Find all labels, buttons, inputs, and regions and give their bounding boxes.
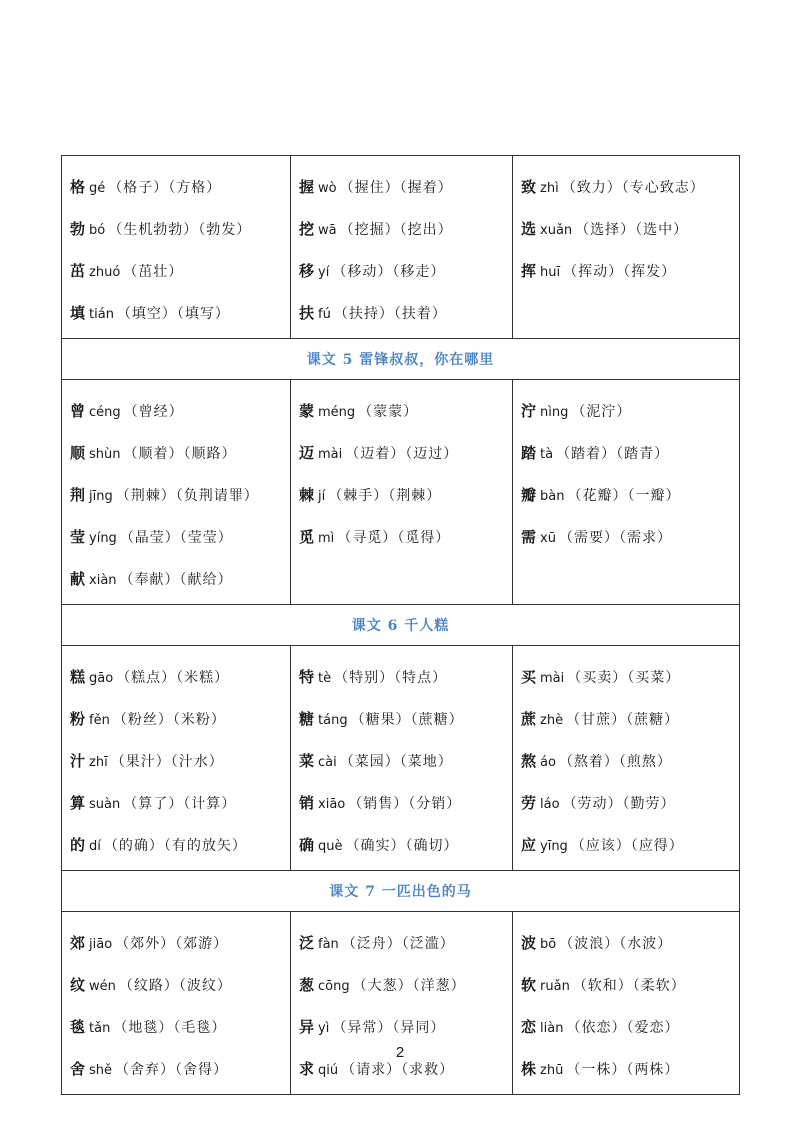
vocab-words: （请求）（求救） [341, 1062, 455, 1078]
vocab-character: 软 [521, 976, 538, 994]
vocab-list [62, 912, 290, 1094]
vocab-list [513, 156, 739, 296]
vocab-words: （蒙蒙） [358, 404, 419, 420]
vocab-entry [299, 208, 512, 250]
vocab-character: 蒙 [299, 402, 316, 420]
vocab-words: （填空）（填写） [116, 306, 230, 322]
vocab-pinyin: zhuó [89, 265, 121, 280]
vocab-pinyin: tà [540, 447, 554, 462]
vocab-character: 勃 [70, 220, 87, 238]
vocab-entry [70, 474, 290, 516]
vocab-row [62, 646, 740, 871]
vocab-list [513, 646, 739, 870]
vocab-entry [521, 208, 739, 250]
vocab-pinyin: gé [89, 181, 106, 196]
vocab-character: 劳 [521, 794, 538, 812]
vocab-pinyin: fú [318, 307, 331, 322]
vocab-pinyin: cài [318, 755, 337, 770]
vocab-character: 致 [521, 178, 538, 196]
vocab-character: 挥 [521, 262, 538, 280]
vocab-words: （特别）（特点） [334, 670, 448, 686]
vocab-entry [70, 516, 290, 558]
vocab-character: 泛 [299, 934, 316, 952]
vocab-character: 移 [299, 262, 316, 280]
vocab-character: 毯 [70, 1018, 87, 1036]
vocab-words: （挥动）（挥发） [563, 264, 677, 280]
vocab-words: （致力）（专心致志） [561, 180, 705, 196]
section-header-cell [62, 871, 740, 912]
vocab-entry [70, 1006, 290, 1048]
vocab-words: （奉献）（献给） [119, 572, 233, 588]
vocab-words: （荆棘）（负荆请罪） [115, 488, 259, 504]
vocab-words: （挖掘）（挖出） [339, 222, 453, 238]
vocab-pinyin: dí [89, 839, 101, 854]
vocab-entry [299, 824, 512, 866]
vocab-pinyin: xiàn [89, 573, 117, 588]
vocab-words: （确实）（确切） [345, 838, 459, 854]
vocab-pinyin: wén [89, 979, 116, 994]
vocab-entry [299, 292, 512, 334]
vocab-entry [521, 782, 739, 824]
vocab-character: 茁 [70, 262, 87, 280]
vocab-pinyin: yíng [89, 531, 117, 546]
vocab-words: （茁壮） [123, 264, 184, 280]
vocab-character: 格 [70, 178, 87, 196]
vocab-character: 挖 [299, 220, 316, 238]
vocab-pinyin: wò [318, 181, 337, 196]
vocab-pinyin: jīng [89, 489, 113, 504]
section-header-row [62, 339, 740, 380]
vocab-character: 选 [521, 220, 538, 238]
vocab-pinyin: liàn [540, 1021, 564, 1036]
vocab-entry [70, 922, 290, 964]
vocab-character: 郊 [70, 934, 87, 952]
vocab-entry [70, 250, 290, 292]
vocab-row [62, 380, 740, 605]
vocab-cell [513, 380, 740, 605]
vocab-character: 蔗 [521, 710, 538, 728]
vocab-character: 需 [521, 528, 538, 546]
vocab-character: 买 [521, 668, 538, 686]
vocab-words: （泛舟）（泛滥） [341, 936, 455, 952]
vocab-character: 汁 [70, 752, 87, 770]
vocab-entry [521, 824, 739, 866]
vocab-character: 握 [299, 178, 316, 196]
vocab-pinyin: fàn [318, 937, 339, 952]
vocab-words: （棘手）（荆棘） [328, 488, 442, 504]
page-number: 2 [395, 1044, 405, 1061]
vocab-entry [521, 922, 739, 964]
vocab-character: 纹 [70, 976, 87, 994]
vocab-words: （选择）（选中） [575, 222, 689, 238]
vocab-character: 棘 [299, 486, 316, 504]
vocab-words: （顺着）（顺路） [123, 446, 237, 462]
vocab-pinyin: láo [540, 797, 560, 812]
vocab-character: 确 [299, 836, 316, 854]
vocab-character: 莹 [70, 528, 87, 546]
vocab-words: （销售）（分销） [348, 796, 462, 812]
vocab-pinyin: xū [540, 531, 556, 546]
vocab-character: 顺 [70, 444, 87, 462]
vocab-entry [70, 558, 290, 600]
vocab-pinyin: fěn [89, 713, 110, 728]
vocab-cell [291, 646, 513, 871]
vocab-words: （大葱）（洋葱） [352, 978, 466, 994]
vocab-cell [513, 156, 740, 339]
vocab-character: 求 [299, 1060, 316, 1078]
vocab-cell [513, 646, 740, 871]
vocab-character: 荆 [70, 486, 87, 504]
vocab-cell [62, 912, 291, 1095]
vocab-character: 迈 [299, 444, 316, 462]
vocab-entry [70, 390, 290, 432]
vocab-cell [62, 156, 291, 339]
vocab-words: （粉丝）（米粉） [112, 712, 226, 728]
vocab-words: （花瓣）（一瓣） [567, 488, 681, 504]
vocab-character: 扶 [299, 304, 316, 322]
vocab-pinyin: què [318, 839, 343, 854]
vocab-entry [521, 740, 739, 782]
vocab-words: （买卖）（买菜） [567, 670, 681, 686]
vocab-character: 泞 [521, 402, 538, 420]
vocab-words: （波浪）（水波） [559, 936, 673, 952]
vocab-row [62, 156, 740, 339]
vocab-words: （糖果）（蔗糖） [350, 712, 464, 728]
vocab-pinyin: xiāo [318, 797, 346, 812]
vocab-pinyin: bō [540, 937, 557, 952]
section-title: 课文 7 一匹出色的马 [329, 884, 472, 900]
vocab-pinyin: zhì [540, 181, 559, 196]
vocab-list [62, 380, 290, 604]
vocab-character: 的 [70, 836, 87, 854]
vocab-entry [70, 432, 290, 474]
vocab-entry [521, 964, 739, 1006]
vocab-entry [70, 698, 290, 740]
vocab-words: （糕点）（米糕） [116, 670, 230, 686]
vocab-entry [70, 166, 290, 208]
section-header-cell [62, 339, 740, 380]
vocab-entry [299, 740, 512, 782]
vocab-pinyin: áo [540, 755, 556, 770]
vocab-entry [70, 292, 290, 334]
vocab-character: 舍 [70, 1060, 87, 1078]
vocab-pinyin: shě [89, 1063, 113, 1078]
vocab-pinyin: zhè [540, 713, 564, 728]
vocab-words: （踏着）（踏青） [556, 446, 670, 462]
vocab-entry [299, 964, 512, 1006]
vocab-cell [513, 912, 740, 1095]
vocab-words: （劳动）（勤劳） [562, 796, 676, 812]
vocab-pinyin: mài [318, 447, 343, 462]
vocab-words: （寻觅）（觅得） [337, 530, 451, 546]
vocab-words: （甘蔗）（蔗糖） [566, 712, 680, 728]
vocab-pinyin: nìng [540, 405, 569, 420]
vocab-character: 糕 [70, 668, 87, 686]
vocab-entry [521, 390, 739, 432]
vocab-words: （应该）（应得） [570, 838, 684, 854]
vocab-entry [521, 250, 739, 292]
vocab-words: （曾经） [123, 404, 184, 420]
vocab-pinyin: ruǎn [540, 979, 570, 994]
vocab-list [291, 380, 512, 562]
vocab-entry [299, 782, 512, 824]
vocab-character: 算 [70, 794, 87, 812]
vocab-words: （扶持）（扶着） [333, 306, 447, 322]
vocab-words: （地毯）（毛毯） [113, 1020, 227, 1036]
vocab-words: （舍弃）（舍得） [115, 1062, 229, 1078]
vocab-words: （生机勃勃）（勃发） [108, 222, 252, 238]
vocab-pinyin: tǎn [89, 1021, 111, 1036]
vocab-entry [299, 432, 512, 474]
vocab-words: （郊外）（郊游） [115, 936, 229, 952]
vocab-words: （熬着）（煎熬） [558, 754, 672, 770]
vocab-list [291, 912, 512, 1094]
vocab-character: 应 [521, 836, 538, 854]
vocab-pinyin: mì [318, 531, 335, 546]
vocab-words: （的确）（有的放矢） [103, 838, 247, 854]
vocab-entry [299, 516, 512, 558]
vocab-words: （算了）（计算） [123, 796, 237, 812]
vocab-words: （一株）（两株） [566, 1062, 680, 1078]
section-header-cell [62, 605, 740, 646]
vocab-character: 葱 [299, 976, 316, 994]
vocab-list [291, 646, 512, 870]
vocab-character: 异 [299, 1018, 316, 1036]
vocab-entry [299, 250, 512, 292]
vocab-list [513, 912, 739, 1094]
vocab-pinyin: céng [89, 405, 121, 420]
vocab-pinyin: bàn [540, 489, 565, 504]
vocab-entry [70, 964, 290, 1006]
vocab-entry [521, 166, 739, 208]
vocab-words: （菜园）（菜地） [339, 754, 453, 770]
vocab-words: （迈着）（迈过） [345, 446, 459, 462]
vocab-entry [521, 474, 739, 516]
vocabulary-table [61, 155, 740, 1095]
vocab-pinyin: suàn [89, 797, 121, 812]
vocab-pinyin: gāo [89, 671, 114, 686]
vocab-character: 销 [299, 794, 316, 812]
vocab-pinyin: yí [318, 265, 330, 280]
vocab-entry [521, 1006, 739, 1048]
vocab-entry [521, 698, 739, 740]
vocab-entry [521, 432, 739, 474]
vocab-character: 曾 [70, 402, 87, 420]
vocab-character: 粉 [70, 710, 87, 728]
vocab-cell [291, 380, 513, 605]
vocab-pinyin: yì [318, 1021, 330, 1036]
vocab-pinyin: zhū [540, 1063, 564, 1078]
vocab-row [62, 912, 740, 1095]
section-title: 课文 6 千人糕 [351, 618, 450, 634]
vocab-words: （异常）（异同） [332, 1020, 446, 1036]
vocab-character: 觅 [299, 528, 316, 546]
vocab-list [513, 380, 739, 562]
section-header-row [62, 605, 740, 646]
vocab-entry [299, 166, 512, 208]
vocab-entry [521, 656, 739, 698]
vocab-entry [70, 782, 290, 824]
vocab-pinyin: tè [318, 671, 332, 686]
vocab-words: （依恋）（爱恋） [566, 1020, 680, 1036]
vocab-list [62, 156, 290, 338]
vocab-pinyin: shùn [89, 447, 121, 462]
vocab-character: 株 [521, 1060, 538, 1078]
vocab-entry [70, 208, 290, 250]
vocab-words: （纹路）（波纹） [118, 978, 232, 994]
vocab-pinyin: táng [318, 713, 348, 728]
vocab-words: （泥泞） [571, 404, 632, 420]
vocab-words: （移动）（移走） [332, 264, 446, 280]
vocab-entry [299, 698, 512, 740]
vocab-pinyin: méng [318, 405, 356, 420]
vocab-pinyin: tián [89, 307, 114, 322]
vocab-character: 瓣 [521, 486, 538, 504]
vocab-pinyin: xuǎn [540, 223, 573, 238]
vocab-character: 献 [70, 570, 87, 588]
vocab-entry [299, 390, 512, 432]
vocab-entry [521, 516, 739, 558]
vocab-cell [62, 380, 291, 605]
vocab-pinyin: huī [540, 265, 561, 280]
vocab-entry [299, 474, 512, 516]
vocab-cell [62, 646, 291, 871]
vocab-pinyin: jiāo [89, 937, 113, 952]
vocab-pinyin: zhī [89, 755, 108, 770]
vocab-cell [291, 912, 513, 1095]
vocab-words: （需要）（需求） [558, 530, 672, 546]
vocab-character: 恋 [521, 1018, 538, 1036]
vocab-pinyin: qiú [318, 1063, 339, 1078]
vocab-character: 波 [521, 934, 538, 952]
vocab-entry [299, 922, 512, 964]
vocab-pinyin: yīng [540, 839, 568, 854]
vocab-entry [299, 656, 512, 698]
vocab-pinyin: bó [89, 223, 106, 238]
vocab-cell [291, 156, 513, 339]
vocab-entry [299, 1006, 512, 1048]
vocab-entry [70, 740, 290, 782]
section-header-row [62, 871, 740, 912]
vocab-words: （握住）（握着） [339, 180, 453, 196]
vocab-entry [70, 824, 290, 866]
vocab-words: （格子）（方格） [108, 180, 222, 196]
vocab-words: （晶莹）（莹莹） [119, 530, 233, 546]
vocab-character: 糖 [299, 710, 316, 728]
vocab-character: 特 [299, 668, 316, 686]
vocab-pinyin: mài [540, 671, 565, 686]
vocab-list [62, 646, 290, 870]
vocab-character: 填 [70, 304, 87, 322]
vocab-character: 踏 [521, 444, 538, 462]
vocab-pinyin: cōng [318, 979, 350, 994]
vocab-words: （软和）（柔软） [572, 978, 686, 994]
vocab-pinyin: wā [318, 223, 337, 238]
vocab-entry [70, 656, 290, 698]
section-title: 课文 5 雷锋叔叔，你在哪里 [306, 352, 495, 368]
vocab-character: 菜 [299, 752, 316, 770]
vocab-words: （果汁）（汁水） [110, 754, 224, 770]
vocab-list [291, 156, 512, 338]
vocab-pinyin: jí [318, 489, 326, 504]
vocab-character: 熬 [521, 752, 538, 770]
